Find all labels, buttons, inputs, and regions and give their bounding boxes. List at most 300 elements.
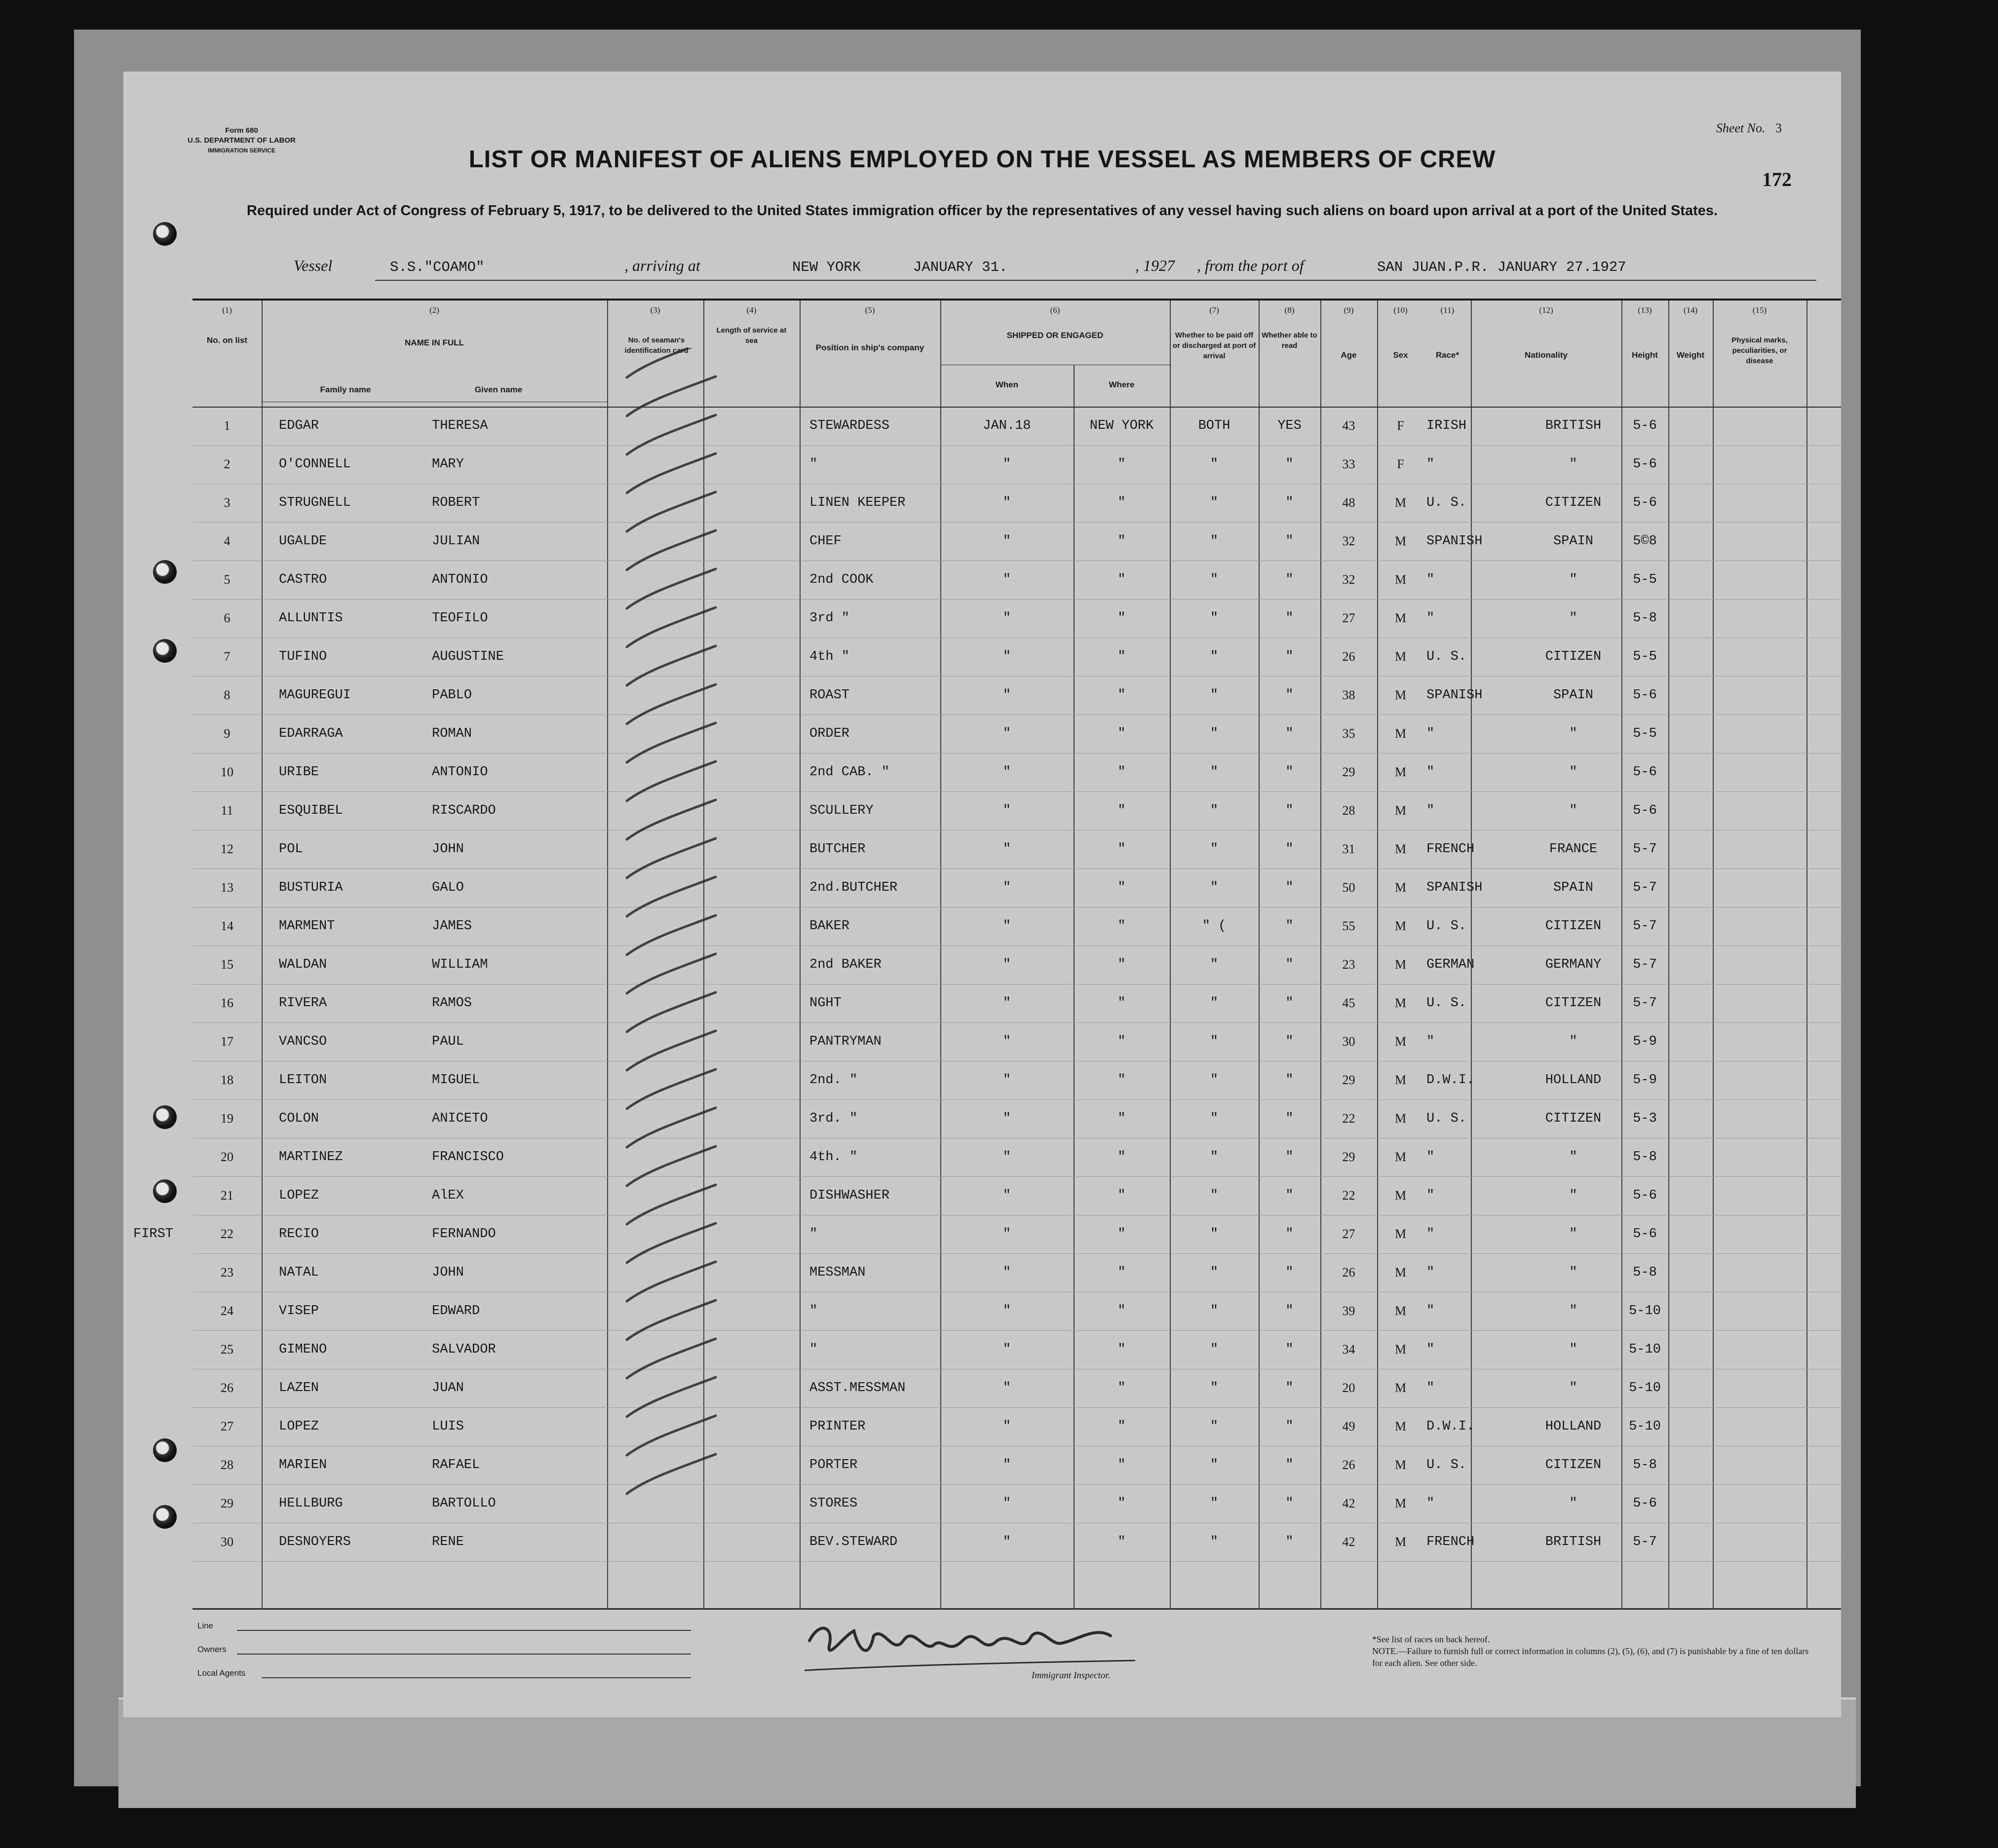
header-paid-off: Whether to be paid off or discharged at port of arrival xyxy=(1172,331,1256,360)
given-name-cell: EDWARD xyxy=(432,1304,480,1319)
shipped-where-cell: " xyxy=(1117,1034,1126,1049)
given-name-cell: FERNANDO xyxy=(432,1227,496,1242)
nationality-cell: " xyxy=(1569,1265,1577,1280)
column-number: (11) xyxy=(1440,305,1455,315)
given-name-cell: JAMES xyxy=(432,919,472,934)
sheet-number-label: Sheet No. xyxy=(1716,121,1766,135)
shipped-when-cell: " xyxy=(1002,1188,1011,1203)
crew-manifest-table xyxy=(133,299,1841,1608)
nationality-cell: " xyxy=(1569,572,1577,587)
nationality-cell: SPAIN xyxy=(1553,880,1593,895)
row-rule xyxy=(192,445,1841,446)
age-cell: 32 xyxy=(1342,572,1355,587)
able-to-read-cell: " xyxy=(1285,880,1294,895)
binder-hole xyxy=(153,1105,177,1129)
sex-cell: M xyxy=(1394,1227,1407,1241)
shipped-where-cell: " xyxy=(1117,1419,1126,1434)
shipped-where-cell: " xyxy=(1117,649,1126,664)
paid-off-cell: " xyxy=(1210,1188,1219,1203)
arrival-date: JANUARY 31. xyxy=(913,259,1008,275)
race-cell: FRENCH xyxy=(1426,842,1475,857)
nationality-cell: BRITISH xyxy=(1545,418,1602,433)
paid-off-cell: " xyxy=(1210,649,1219,664)
height-cell: 5-8 xyxy=(1633,1265,1657,1280)
row-rule xyxy=(192,1022,1841,1023)
paid-off-cell: " xyxy=(1210,726,1219,741)
column-number: (12) xyxy=(1539,305,1553,315)
given-name-cell: AUGUSTINE xyxy=(432,649,504,664)
family-name-cell: BUSTURIA xyxy=(279,880,343,895)
sex-cell: M xyxy=(1394,842,1407,856)
row-number-cell: 13 xyxy=(221,880,233,895)
position-cell: PRINTER xyxy=(809,1419,866,1434)
position-cell: 4th " xyxy=(809,649,850,664)
shipped-when-cell: " xyxy=(1002,880,1011,895)
binder-hole xyxy=(153,1179,177,1203)
sex-cell: M xyxy=(1394,611,1407,625)
sex-cell: M xyxy=(1394,1265,1407,1280)
able-to-read-cell: " xyxy=(1285,495,1294,510)
age-cell: 29 xyxy=(1342,1073,1355,1087)
position-cell: STORES xyxy=(809,1496,858,1511)
nationality-cell: CITIZEN xyxy=(1545,1458,1602,1472)
nationality-cell: " xyxy=(1569,803,1577,818)
vessel-line-rule xyxy=(375,280,1816,281)
height-cell: 5-6 xyxy=(1633,765,1657,780)
nationality-cell: " xyxy=(1569,1188,1577,1203)
position-cell: 3rd. " xyxy=(809,1111,858,1126)
height-cell: 5-5 xyxy=(1633,726,1657,741)
shipped-where-cell: " xyxy=(1117,611,1126,626)
able-to-read-cell: " xyxy=(1285,726,1294,741)
race-cell: " xyxy=(1426,1304,1435,1319)
shipped-when-cell: " xyxy=(1002,1034,1011,1049)
able-to-read-cell: " xyxy=(1285,611,1294,626)
shipped-where-cell: " xyxy=(1117,1227,1126,1242)
position-cell: 2nd. " xyxy=(809,1073,858,1088)
sex-cell: M xyxy=(1394,1496,1407,1510)
race-cell: " xyxy=(1426,765,1435,780)
height-cell: 5-7 xyxy=(1633,880,1657,895)
paid-off-cell: " xyxy=(1210,611,1219,626)
position-cell: " xyxy=(809,1304,818,1319)
position-cell: DISHWASHER xyxy=(809,1188,890,1203)
age-cell: 48 xyxy=(1342,495,1355,510)
shipped-where-cell: " xyxy=(1117,1150,1126,1165)
nationality-cell: GERMANY xyxy=(1545,957,1602,972)
family-name-cell: VISEP xyxy=(279,1304,319,1319)
position-cell: BUTCHER xyxy=(809,842,866,857)
header-able-to-read: Whether able to read xyxy=(1262,331,1317,350)
row-number-cell: 29 xyxy=(221,1496,233,1510)
family-name-cell: O'CONNELL xyxy=(279,457,351,472)
race-cell: U. S. xyxy=(1426,919,1467,934)
sex-cell: M xyxy=(1394,996,1407,1010)
shipped-where-cell: " xyxy=(1117,1073,1126,1088)
row-number-cell: 27 xyxy=(221,1419,233,1433)
family-name-cell: STRUGNELL xyxy=(279,495,351,510)
given-name-cell: PAUL xyxy=(432,1034,464,1049)
able-to-read-cell: " xyxy=(1285,842,1294,857)
position-cell: " xyxy=(809,1342,818,1357)
shipped-where-cell: " xyxy=(1117,1496,1126,1511)
height-cell: 5©8 xyxy=(1633,534,1657,549)
paid-off-cell: " xyxy=(1210,1111,1219,1126)
family-name-cell: LAZEN xyxy=(279,1381,319,1395)
height-cell: 5-6 xyxy=(1633,688,1657,703)
age-cell: 33 xyxy=(1342,457,1355,471)
row-number-cell: 20 xyxy=(221,1150,233,1164)
position-cell: PORTER xyxy=(809,1458,858,1472)
row-rule xyxy=(192,522,1841,523)
given-name-cell: BARTOLLO xyxy=(432,1496,496,1511)
row-number-cell: 11 xyxy=(221,803,233,818)
able-to-read-cell: " xyxy=(1285,1034,1294,1049)
given-name-cell: MIGUEL xyxy=(432,1073,480,1088)
column-number: (15) xyxy=(1752,305,1767,315)
given-name-cell: RENE xyxy=(432,1535,464,1549)
family-name-cell: MARIEN xyxy=(279,1458,327,1472)
arrival-port: NEW YORK xyxy=(792,259,861,275)
header-length-of-service: Length of service at sea xyxy=(716,326,787,345)
given-name-cell: TEOFILO xyxy=(432,611,488,626)
paid-off-cell: " xyxy=(1210,996,1219,1011)
age-cell: 28 xyxy=(1342,803,1355,818)
shipped-when-cell: " xyxy=(1002,1419,1011,1434)
paid-off-cell: " xyxy=(1210,1419,1219,1434)
able-to-read-cell: " xyxy=(1285,1535,1294,1549)
given-name-cell: JULIAN xyxy=(432,534,480,549)
height-cell: 5-10 xyxy=(1629,1419,1661,1434)
sheet-number-value: 3 xyxy=(1775,121,1782,135)
header-nationality: Nationality xyxy=(1525,350,1568,360)
family-name-cell: NATAL xyxy=(279,1265,319,1280)
age-cell: 49 xyxy=(1342,1419,1355,1433)
given-name-cell: JOHN xyxy=(432,1265,464,1280)
row-number-cell: 19 xyxy=(221,1111,233,1126)
shipped-where-cell: " xyxy=(1117,572,1126,587)
paid-off-cell: " xyxy=(1210,1304,1219,1319)
binder-hole xyxy=(153,1438,177,1462)
paid-off-cell: " xyxy=(1210,688,1219,703)
paid-off-cell: " xyxy=(1210,842,1219,857)
sex-cell: M xyxy=(1394,1342,1407,1357)
row-rule xyxy=(192,1099,1841,1100)
header-family-name: Family name xyxy=(320,385,371,394)
shipped-when-cell: " xyxy=(1002,1073,1011,1088)
age-cell: 26 xyxy=(1342,1265,1355,1280)
able-to-read-cell: " xyxy=(1285,1496,1294,1511)
age-cell: 42 xyxy=(1342,1496,1355,1510)
footnote xyxy=(1372,1633,1816,1669)
sex-cell: M xyxy=(1394,1419,1407,1433)
height-cell: 5-6 xyxy=(1633,418,1657,433)
age-cell: 31 xyxy=(1342,842,1355,856)
row-rule xyxy=(192,945,1841,946)
sex-cell: M xyxy=(1394,1073,1407,1087)
row-number-cell: 8 xyxy=(224,688,231,702)
sex-cell: M xyxy=(1394,534,1407,548)
shipped-when-cell: " xyxy=(1002,1150,1011,1165)
given-name-cell: PABLO xyxy=(432,688,472,703)
shipped-when-cell: " xyxy=(1002,803,1011,818)
position-cell: " xyxy=(809,457,818,472)
age-cell: 43 xyxy=(1342,418,1355,433)
family-name-cell: CASTRO xyxy=(279,572,327,587)
height-cell: 5-6 xyxy=(1633,1227,1657,1242)
given-name-cell: SALVADOR xyxy=(432,1342,496,1357)
column-number: (2) xyxy=(429,305,439,315)
race-cell: " xyxy=(1426,1496,1435,1511)
shipped-when-cell: " xyxy=(1002,1535,1011,1549)
row-number-cell: 10 xyxy=(221,765,233,779)
paid-off-cell: " xyxy=(1210,1150,1219,1165)
able-to-read-cell: " xyxy=(1285,1381,1294,1395)
paid-off-cell: " xyxy=(1210,1227,1219,1242)
race-cell: " xyxy=(1426,1188,1435,1203)
given-name-cell: RISCARDO xyxy=(432,803,496,818)
column-number: (9) xyxy=(1344,305,1354,315)
able-to-read-cell: " xyxy=(1285,1073,1294,1088)
header-when: When xyxy=(995,380,1019,389)
position-cell: ROAST xyxy=(809,688,850,703)
sex-cell: M xyxy=(1394,765,1407,779)
row-number-cell: 16 xyxy=(221,996,233,1010)
age-cell: 27 xyxy=(1342,611,1355,625)
height-cell: 5-8 xyxy=(1633,611,1657,626)
races-note: *See list of races on back hereof. xyxy=(1372,1634,1490,1644)
shipped-where-cell: NEW YORK xyxy=(1089,418,1154,433)
given-name-cell: THERESA xyxy=(432,418,488,433)
row-rule xyxy=(192,1253,1841,1254)
family-name-cell: MAGUREGUI xyxy=(279,688,351,703)
row-number-cell: 28 xyxy=(221,1458,233,1472)
row-number-cell: 25 xyxy=(221,1342,233,1357)
race-cell: D.W.I. xyxy=(1426,1073,1475,1088)
nationality-cell: CITIZEN xyxy=(1545,996,1602,1011)
shipped-when-cell: " xyxy=(1002,1265,1011,1280)
paid-off-cell: BOTH xyxy=(1198,418,1230,433)
header-name-in-full: NAME IN FULL xyxy=(405,338,464,347)
paid-off-cell: " xyxy=(1210,1073,1219,1088)
able-to-read-cell: " xyxy=(1285,1342,1294,1357)
age-cell: 35 xyxy=(1342,726,1355,741)
sex-cell: M xyxy=(1394,957,1407,972)
nationality-cell: " xyxy=(1569,765,1577,780)
height-cell: 5-5 xyxy=(1633,649,1657,664)
header-race: Race* xyxy=(1435,350,1460,360)
shipped-when-cell: " xyxy=(1002,1381,1011,1395)
position-cell: NGHT xyxy=(809,996,842,1011)
vessel-name: S.S."COAMO" xyxy=(390,259,485,275)
sex-cell: M xyxy=(1394,1535,1407,1549)
paid-off-cell: " xyxy=(1210,1496,1219,1511)
row-number-cell: 17 xyxy=(221,1034,233,1049)
shipped-where-cell: " xyxy=(1117,726,1126,741)
paid-off-cell: " xyxy=(1210,1458,1219,1472)
row-number-cell: 5 xyxy=(224,572,231,587)
age-cell: 23 xyxy=(1342,957,1355,972)
shipped-when-cell: " xyxy=(1002,572,1011,587)
service-name: IMMIGRATION SERVICE xyxy=(207,147,275,154)
position-cell: LINEN KEEPER xyxy=(809,495,906,510)
race-cell: U. S. xyxy=(1426,1111,1467,1126)
header-weight: Weight xyxy=(1676,350,1705,360)
manifest-sheet xyxy=(123,72,1841,1717)
sex-cell: M xyxy=(1394,803,1407,818)
sex-cell: M xyxy=(1394,495,1407,510)
vessel-label: Vessel xyxy=(294,257,333,274)
sex-cell: M xyxy=(1394,1458,1407,1472)
nationality-cell: CITIZEN xyxy=(1545,919,1602,934)
paid-off-cell: " xyxy=(1210,765,1219,780)
able-to-read-cell: " xyxy=(1285,1111,1294,1126)
nationality-cell: " xyxy=(1569,726,1577,741)
position-cell: SCULLERY xyxy=(809,803,874,818)
header-position: Position in ship's company xyxy=(815,343,924,352)
row-number-cell: 7 xyxy=(224,649,231,664)
race-cell: " xyxy=(1426,1150,1435,1165)
race-cell: SPANISH xyxy=(1426,534,1483,549)
fine-note: NOTE.—Failure to furnish full or correct information in columns (2), (5), (6), and (7) is punishable by a fine of ten dollars for each alien. See other side. xyxy=(1372,1646,1809,1668)
age-cell: 38 xyxy=(1342,688,1355,702)
given-name-cell: JUAN xyxy=(432,1381,464,1395)
nationality-cell: SPAIN xyxy=(1553,534,1593,549)
row-number-cell: 26 xyxy=(221,1381,233,1395)
race-cell: IRISH xyxy=(1426,418,1467,433)
shipped-when-cell: " xyxy=(1002,1227,1011,1242)
given-name-cell: MARY xyxy=(432,457,464,472)
age-cell: 55 xyxy=(1342,919,1355,933)
family-name-cell: RECIO xyxy=(279,1227,319,1242)
paid-off-cell: " xyxy=(1210,1034,1219,1049)
row-number-cell: 22 xyxy=(221,1227,233,1241)
row-number-cell: 15 xyxy=(221,957,233,972)
given-name-cell: LUIS xyxy=(432,1419,464,1434)
sex-cell: M xyxy=(1394,726,1407,741)
race-cell: GERMAN xyxy=(1426,957,1475,972)
family-name-cell: WALDAN xyxy=(279,957,327,972)
given-name-cell: ANTONIO xyxy=(432,572,488,587)
shipped-where-cell: " xyxy=(1117,996,1126,1011)
column-number: (6) xyxy=(1050,305,1060,315)
paid-off-cell: " xyxy=(1210,1535,1219,1549)
family-name-cell: DESNOYERS xyxy=(279,1535,351,1549)
race-cell: " xyxy=(1426,1342,1435,1357)
family-name-cell: LOPEZ xyxy=(279,1188,319,1203)
position-cell: 2nd COOK xyxy=(809,572,874,587)
header-height: Height xyxy=(1632,350,1658,360)
able-to-read-cell: " xyxy=(1285,649,1294,664)
nationality-cell: " xyxy=(1569,1150,1577,1165)
given-name-cell: FRANCISCO xyxy=(432,1150,504,1165)
age-cell: 20 xyxy=(1342,1381,1355,1395)
height-cell: 5-6 xyxy=(1633,457,1657,472)
sex-cell: M xyxy=(1394,880,1407,895)
age-cell: 22 xyxy=(1342,1188,1355,1203)
shipped-where-cell: " xyxy=(1117,1381,1126,1395)
family-name-cell: POL xyxy=(279,842,303,857)
age-cell: 32 xyxy=(1342,534,1355,548)
shipped-when-cell: " xyxy=(1002,1458,1011,1472)
shipped-where-cell: " xyxy=(1117,1535,1126,1549)
shipped-when-cell: " xyxy=(1002,996,1011,1011)
nationality-cell: " xyxy=(1569,1034,1577,1049)
header-where: Where xyxy=(1109,380,1135,389)
height-cell: 5-9 xyxy=(1633,1034,1657,1049)
header-sex: Sex xyxy=(1393,350,1408,360)
race-cell: " xyxy=(1426,572,1435,587)
race-cell: D.W.I. xyxy=(1426,1419,1475,1434)
family-name-cell: RIVERA xyxy=(279,996,327,1011)
race-cell: " xyxy=(1426,1034,1435,1049)
owners-label: Owners xyxy=(197,1645,227,1654)
able-to-read-cell: " xyxy=(1285,1265,1294,1280)
height-cell: 5-10 xyxy=(1629,1304,1661,1319)
column-number: (13) xyxy=(1638,305,1652,315)
row-rule xyxy=(192,868,1841,869)
able-to-read-cell: " xyxy=(1285,572,1294,587)
sheet-number xyxy=(1716,121,1782,136)
sex-cell: M xyxy=(1394,1034,1407,1049)
able-to-read-cell: " xyxy=(1285,688,1294,703)
able-to-read-cell: " xyxy=(1285,534,1294,549)
header-given-name: Given name xyxy=(474,385,523,394)
height-cell: 5-8 xyxy=(1633,1458,1657,1472)
given-name-cell: GALO xyxy=(432,880,464,895)
height-cell: 5-6 xyxy=(1633,803,1657,818)
position-cell: 3rd " xyxy=(809,611,850,626)
race-cell: U. S. xyxy=(1426,1458,1467,1472)
family-name-cell: EDARRAGA xyxy=(279,726,343,741)
row-number-cell: 12 xyxy=(221,842,233,856)
age-cell: 45 xyxy=(1342,996,1355,1010)
age-cell: 42 xyxy=(1342,1535,1355,1549)
row-rule xyxy=(192,676,1841,677)
sex-cell: M xyxy=(1394,688,1407,702)
row-number-cell: 6 xyxy=(224,611,231,625)
race-cell: FRENCH xyxy=(1426,1535,1475,1549)
shipped-where-cell: " xyxy=(1117,1188,1126,1203)
nationality-cell: CITIZEN xyxy=(1545,1111,1602,1126)
column-number: (10) xyxy=(1393,305,1408,315)
position-cell: 4th. " xyxy=(809,1150,858,1165)
nationality-cell: " xyxy=(1569,1304,1577,1319)
shipped-where-cell: " xyxy=(1117,495,1126,510)
column-number: (8) xyxy=(1284,305,1295,315)
height-cell: 5-6 xyxy=(1633,1496,1657,1511)
row-rule xyxy=(192,599,1841,600)
form-number: Form 680 xyxy=(225,126,258,135)
paid-off-cell: " ( xyxy=(1202,919,1227,934)
shipped-where-cell: " xyxy=(1117,765,1126,780)
arriving-label: , arriving at xyxy=(624,257,700,274)
sex-cell: M xyxy=(1394,1150,1407,1164)
height-cell: 5-10 xyxy=(1629,1381,1661,1395)
shipped-where-cell: " xyxy=(1117,1304,1126,1319)
race-cell: " xyxy=(1426,1265,1435,1280)
family-name-cell: ALLUNTIS xyxy=(279,611,343,626)
shipped-where-cell: " xyxy=(1117,957,1126,972)
row-rule xyxy=(192,1407,1841,1408)
paid-off-cell: " xyxy=(1210,1381,1219,1395)
shipped-when-cell: " xyxy=(1002,726,1011,741)
sex-cell: M xyxy=(1394,1188,1407,1203)
shipped-when-cell: " xyxy=(1002,1342,1011,1357)
able-to-read-cell: " xyxy=(1285,765,1294,780)
able-to-read-cell: " xyxy=(1285,957,1294,972)
header-age: Age xyxy=(1341,350,1357,360)
